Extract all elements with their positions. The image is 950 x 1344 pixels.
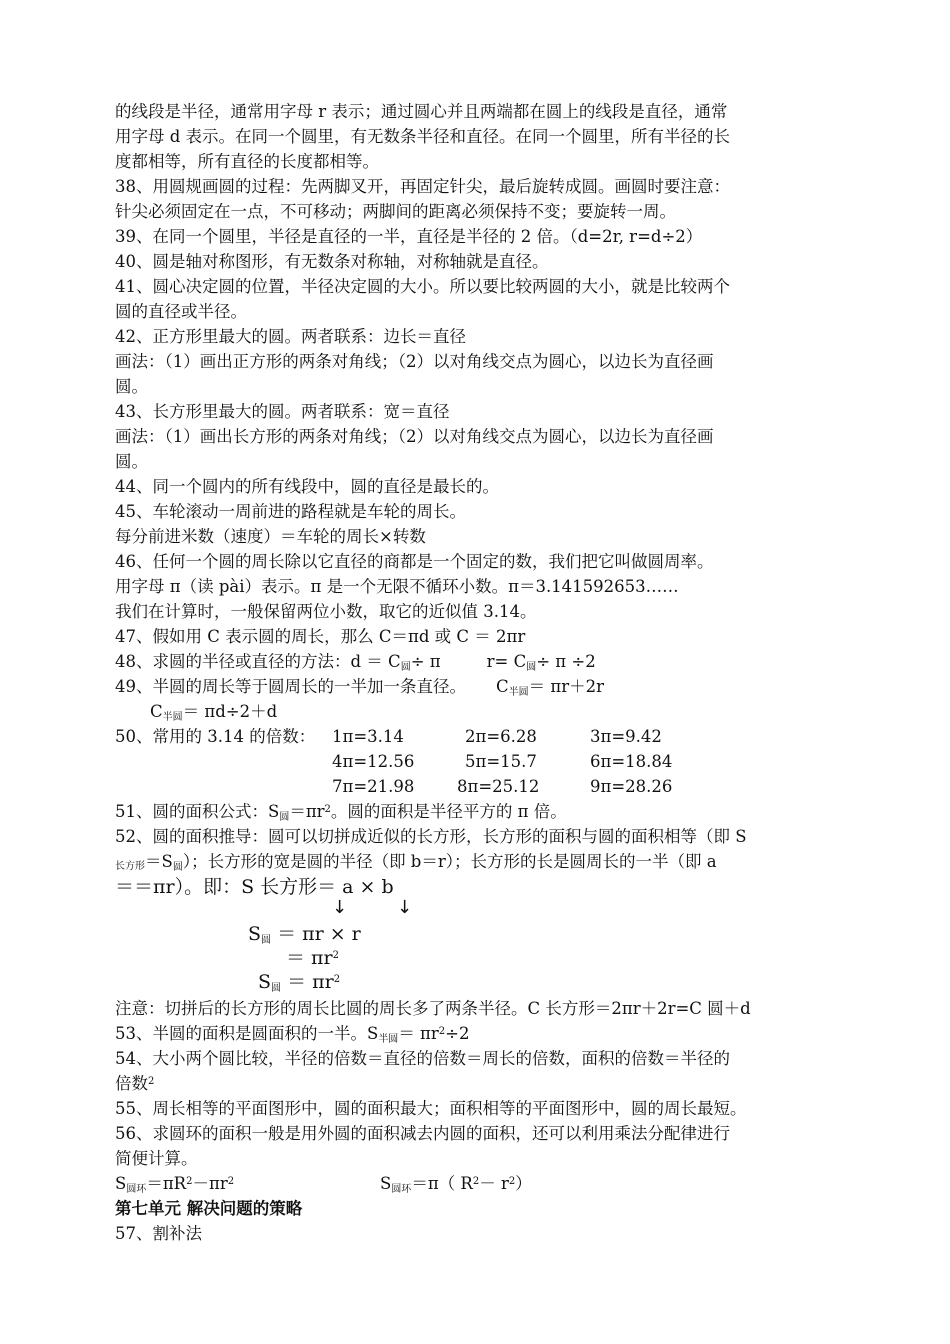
text-line: 57、割补法 bbox=[115, 1224, 202, 1243]
text-span: ＝πR bbox=[146, 1174, 187, 1193]
subscript: 圆 bbox=[279, 812, 290, 823]
text-span: S bbox=[248, 923, 262, 945]
superscript: 2 bbox=[333, 974, 341, 985]
text-line: 用字母 π（读 pài）表示。π 是一个无限不循环小数。π＝3.141592653…… bbox=[115, 577, 679, 596]
text-span: 倍数 bbox=[115, 1074, 148, 1093]
text-line: 55、周长相等的平面图形中，圆的面积最大；面积相等的平面图形中，圆的周长最短。 bbox=[115, 1099, 747, 1118]
text-line: 38、用圆规画圆的过程：先两脚叉开，再固定针尖，最后旋转成圆。画圆时要注意： bbox=[115, 177, 730, 196]
multiple-item: 1π=3.14 bbox=[332, 727, 404, 746]
text-span: S bbox=[380, 1174, 392, 1193]
subscript: 半圆 bbox=[378, 1034, 399, 1045]
text-line: 52、圆的面积推导：圆可以切拼成近似的长方形，长方形的面积与圆的面积相等（即 S bbox=[115, 827, 747, 846]
text-span: 53、半圆的面积是圆面积的一半。S bbox=[115, 1024, 379, 1043]
subscript: 长方形 bbox=[115, 861, 145, 872]
section-heading: 第七单元 解决问题的策略 bbox=[115, 1199, 303, 1218]
text-span: － r bbox=[479, 1174, 509, 1193]
text-line bbox=[115, 1022, 470, 1046]
derivation-line bbox=[286, 946, 339, 970]
text-line: 43、长方形里最大的圆。两者联系：宽＝直径 bbox=[115, 402, 450, 421]
superscript: 2 bbox=[324, 804, 331, 815]
text-line: 54、大小两个圆比较，半径的倍数＝直径的倍数＝周长的倍数，面积的倍数＝半径的 bbox=[115, 1049, 730, 1068]
text-span: C bbox=[496, 677, 509, 696]
text-span: 48、求圆的半径或直径的方法：d ＝ C bbox=[115, 652, 401, 671]
multiple-item: 7π=21.98 bbox=[332, 777, 415, 796]
text-span: ÷2 bbox=[445, 1024, 470, 1043]
subscript: 圆环 bbox=[391, 1184, 412, 1195]
multiple-item: 5π=15.7 bbox=[465, 752, 537, 771]
text-line: 41、圆心决定圆的位置，半径决定圆的大小。所以要比较两圆的大小，就是比较两个 bbox=[115, 277, 730, 296]
text-line: 圆的直径或半径。 bbox=[115, 302, 247, 321]
text-span: ＝ πr bbox=[398, 1024, 439, 1043]
text-line bbox=[150, 700, 277, 724]
text-line: 注意：切拼后的长方形的周长比圆的周长多了两条半径。C 长方形＝2πr＋2r=C 圆＋d bbox=[115, 999, 751, 1018]
text-span: r= C bbox=[486, 652, 527, 671]
text-span: ＝ πr × r bbox=[271, 923, 361, 945]
text-line: ＝＝πr）。即：S 长方形＝ a × b bbox=[115, 876, 394, 898]
text-line: 44、同一个圆内的所有线段中，圆的直径是最长的。 bbox=[115, 477, 499, 496]
text-line: 简便计算。 bbox=[115, 1149, 198, 1168]
text-line: 画法：（1）画出正方形的两条对角线；（2）以对角线交点为圆心，以边长为直径画 bbox=[115, 352, 714, 371]
text-line bbox=[115, 650, 596, 674]
text-span: ＝ πd÷2＋d bbox=[182, 702, 278, 721]
text-line bbox=[115, 1072, 154, 1096]
text-line: 56、求圆环的面积一般是用外圆的面积减去内圆的面积，还可以利用乘法分配律进行 bbox=[115, 1124, 730, 1143]
text-span: C bbox=[150, 702, 163, 721]
text-line: 针尖必须固定在一点，不可移动；两脚间的距离必须保持不变；要旋转一周。 bbox=[115, 202, 676, 221]
superscript: 2 bbox=[227, 1176, 235, 1187]
text-line: 用字母 d 表示。在同一个圆里，有无数条半径和直径。在同一个圆里，所有半径的长 bbox=[115, 127, 731, 146]
subscript: 圆 bbox=[271, 983, 282, 994]
superscript: 2 bbox=[438, 1026, 446, 1037]
text-line bbox=[115, 1172, 234, 1196]
text-line: 圆。 bbox=[115, 452, 148, 471]
text-span: ）；长方形的宽是圆的半径（即 b＝r）；长方形的长是圆周长的一半（即 a bbox=[182, 852, 717, 871]
text-span: S bbox=[115, 1174, 127, 1193]
multiple-item: 2π=6.28 bbox=[465, 727, 537, 746]
multiple-item: 3π=9.42 bbox=[590, 727, 662, 746]
multiple-item: 4π=12.56 bbox=[332, 752, 415, 771]
text-line bbox=[115, 800, 567, 824]
text-line: 度都相等，所有直径的长度都相等。 bbox=[115, 152, 379, 171]
text-line: 42、正方形里最大的圆。两者联系：边长＝直径 bbox=[115, 327, 466, 346]
text-span: S bbox=[258, 971, 272, 993]
superscript: 2 bbox=[472, 1176, 480, 1187]
text-line: 45、车轮滚动一周前进的路程就是车轮的周长。 bbox=[115, 502, 466, 521]
text-line: 40、圆是轴对称图形，有无数条对称轴，对称轴就是直径。 bbox=[115, 252, 549, 271]
text-span: ＝ πr bbox=[281, 971, 334, 993]
text-line bbox=[380, 1172, 532, 1199]
text-line bbox=[115, 675, 604, 699]
superscript: 2 bbox=[508, 1176, 516, 1187]
text-line: 39、在同一个圆里，半径是直径的一半，直径是半径的 2 倍。（d=2r, r=d÷2） bbox=[115, 227, 703, 246]
text-span: ＝S bbox=[145, 852, 173, 871]
text-line bbox=[115, 850, 717, 874]
text-span: ） bbox=[515, 1174, 532, 1193]
text-line: 47、假如用 C 表示圆的周长，那么 C＝πd 或 C ＝ 2πr bbox=[115, 627, 526, 646]
subscript: 圆 bbox=[400, 662, 411, 673]
subscript: 圆环 bbox=[126, 1184, 147, 1195]
text-span: －πr bbox=[192, 1174, 228, 1193]
subscript: 半圆 bbox=[162, 712, 183, 723]
text-span: ＝π（ R bbox=[411, 1174, 473, 1193]
superscript: 2 bbox=[332, 950, 339, 961]
text-line: 圆。 bbox=[115, 377, 148, 396]
multiple-item: 9π=28.26 bbox=[590, 777, 673, 796]
text-span: ＝πr bbox=[289, 802, 325, 821]
superscript: 2 bbox=[186, 1176, 193, 1187]
subscript: 圆 bbox=[261, 935, 272, 946]
text-line: 的线段是半径，通常用字母 r 表示；通过圆心并且两端都在圆上的线段是直径，通常 bbox=[115, 102, 728, 121]
text-span: 49、半圆的周长等于圆周长的一半加一条直径。 bbox=[115, 677, 466, 696]
text-line: 画法：（1）画出长方形的两条对角线；（2）以对角线交点为圆心，以边长为直径画 bbox=[115, 427, 714, 446]
text-span: ÷ π bbox=[410, 652, 441, 671]
subscript: 圆 bbox=[526, 662, 537, 673]
subscript: 半圆 bbox=[508, 687, 529, 698]
multiple-item: 6π=18.84 bbox=[590, 752, 673, 771]
text-span: ÷ π ÷2 bbox=[536, 652, 596, 671]
text-span: 。圆的面积是半径平方的 π 倍。 bbox=[330, 802, 567, 821]
text-line: 每分前进米数（速度）＝车轮的周长×转数 bbox=[115, 527, 426, 546]
down-arrow-icon: ↓ bbox=[332, 897, 348, 918]
text-line: 46、任何一个圆的周长除以它直径的商都是一个固定的数，我们把它叫做圆周率。 bbox=[115, 552, 714, 571]
text-span: ＝ πr＋2r bbox=[528, 677, 604, 696]
text-span: 51、圆的面积公式：S bbox=[115, 802, 280, 821]
down-arrow-icon: ↓ bbox=[397, 897, 413, 918]
subscript: 圆 bbox=[172, 862, 183, 873]
text-line: 50、常用的 3.14 的倍数： bbox=[115, 727, 316, 746]
text-line: 我们在计算时，一般保留两位小数，取它的近似值 3.14。 bbox=[115, 602, 537, 621]
multiple-item: 8π=25.12 bbox=[457, 777, 540, 796]
superscript: 2 bbox=[148, 1076, 155, 1087]
derivation-line bbox=[258, 970, 340, 998]
text-span: ＝ πr bbox=[286, 947, 333, 969]
